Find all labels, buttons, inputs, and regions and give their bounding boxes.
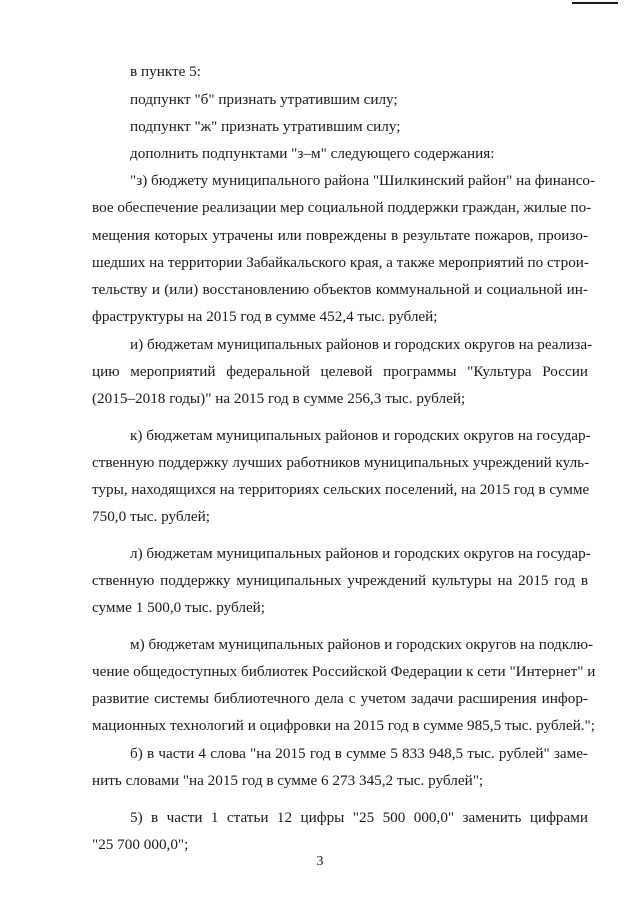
text-line: дополнить подпунктами "з–м" следующего содержания: xyxy=(130,145,495,162)
text-line: 5) в части 1 статьи 12 цифры "25 500 000,0" заменить цифрами xyxy=(130,809,588,826)
text-line: к) бюджетам муниципальных районов и городских округов на государ- xyxy=(130,427,591,444)
text-line: цию мероприятий федеральной целевой программы "Культура России xyxy=(92,363,588,380)
text-line: 750,0 тыс. рублей; xyxy=(92,508,210,525)
text-line: мещения которых утрачены или повреждены в результате пожаров, произо- xyxy=(92,227,588,244)
top-rule xyxy=(572,2,618,4)
text-line: подпункт "ж" признать утратившим силу; xyxy=(130,118,401,135)
text-line: (2015–2018 годы)" на 2015 год в сумме 256,3 тыс. рублей; xyxy=(92,390,466,407)
text-line: и) бюджетам муниципальных районов и городских округов на реализа- xyxy=(130,336,593,353)
text-line: фраструктуры на 2015 год в сумме 452,4 тыс. рублей; xyxy=(92,308,438,325)
text-line: шедших на территории Забайкальского края, а также мероприятий по строи- xyxy=(92,254,589,271)
text-line: "з) бюджету муниципального района "Шилкинский район" на финансо- xyxy=(130,172,596,189)
text-line: мационных технологий и оцифровки на 2015 год в сумме 985,5 тыс. рублей."; xyxy=(92,717,595,734)
text-line: сумме 1 500,0 тыс. рублей; xyxy=(92,599,266,616)
text-line: ственную поддержку муниципальных учреждений культуры на 2015 год в xyxy=(92,572,588,589)
text-line: тельству и (или) восстановлению объектов коммунальной и социальной ин- xyxy=(92,281,588,298)
text-line: л) бюджетам муниципальных районов и городских округов на государ- xyxy=(130,545,591,562)
text-line: в пункте 5: xyxy=(130,63,201,80)
text-line: туры, находящихся на территориях сельских поселений, на 2015 год в сумме xyxy=(92,481,590,498)
text-line: подпункт "б" признать утратившим силу; xyxy=(130,91,398,108)
page-number: 3 xyxy=(316,854,324,869)
text-line: развитие системы библиотечного дела с учетом задачи расширения инфор- xyxy=(92,690,588,707)
text-line: м) бюджетам муниципальных районов и городских округов на подклю- xyxy=(130,636,594,653)
text-line: б) в части 4 слова "на 2015 год в сумме 5 833 948,5 тыс. рублей" заме- xyxy=(130,745,588,762)
text-line: чение общедоступных библиотек Российской Федерации к сети "Интернет" и xyxy=(92,663,596,680)
text-line: ственную поддержку лучших работников муниципальных учреждений куль- xyxy=(92,454,590,471)
text-line: "25 700 000,0"; xyxy=(92,836,189,853)
text-line: нить словами "на 2015 год в сумме 6 273 345,2 тыс. рублей"; xyxy=(92,772,484,789)
text-line: вое обеспечение реализации мер социальной поддержки граждан, жилые по- xyxy=(92,199,592,216)
